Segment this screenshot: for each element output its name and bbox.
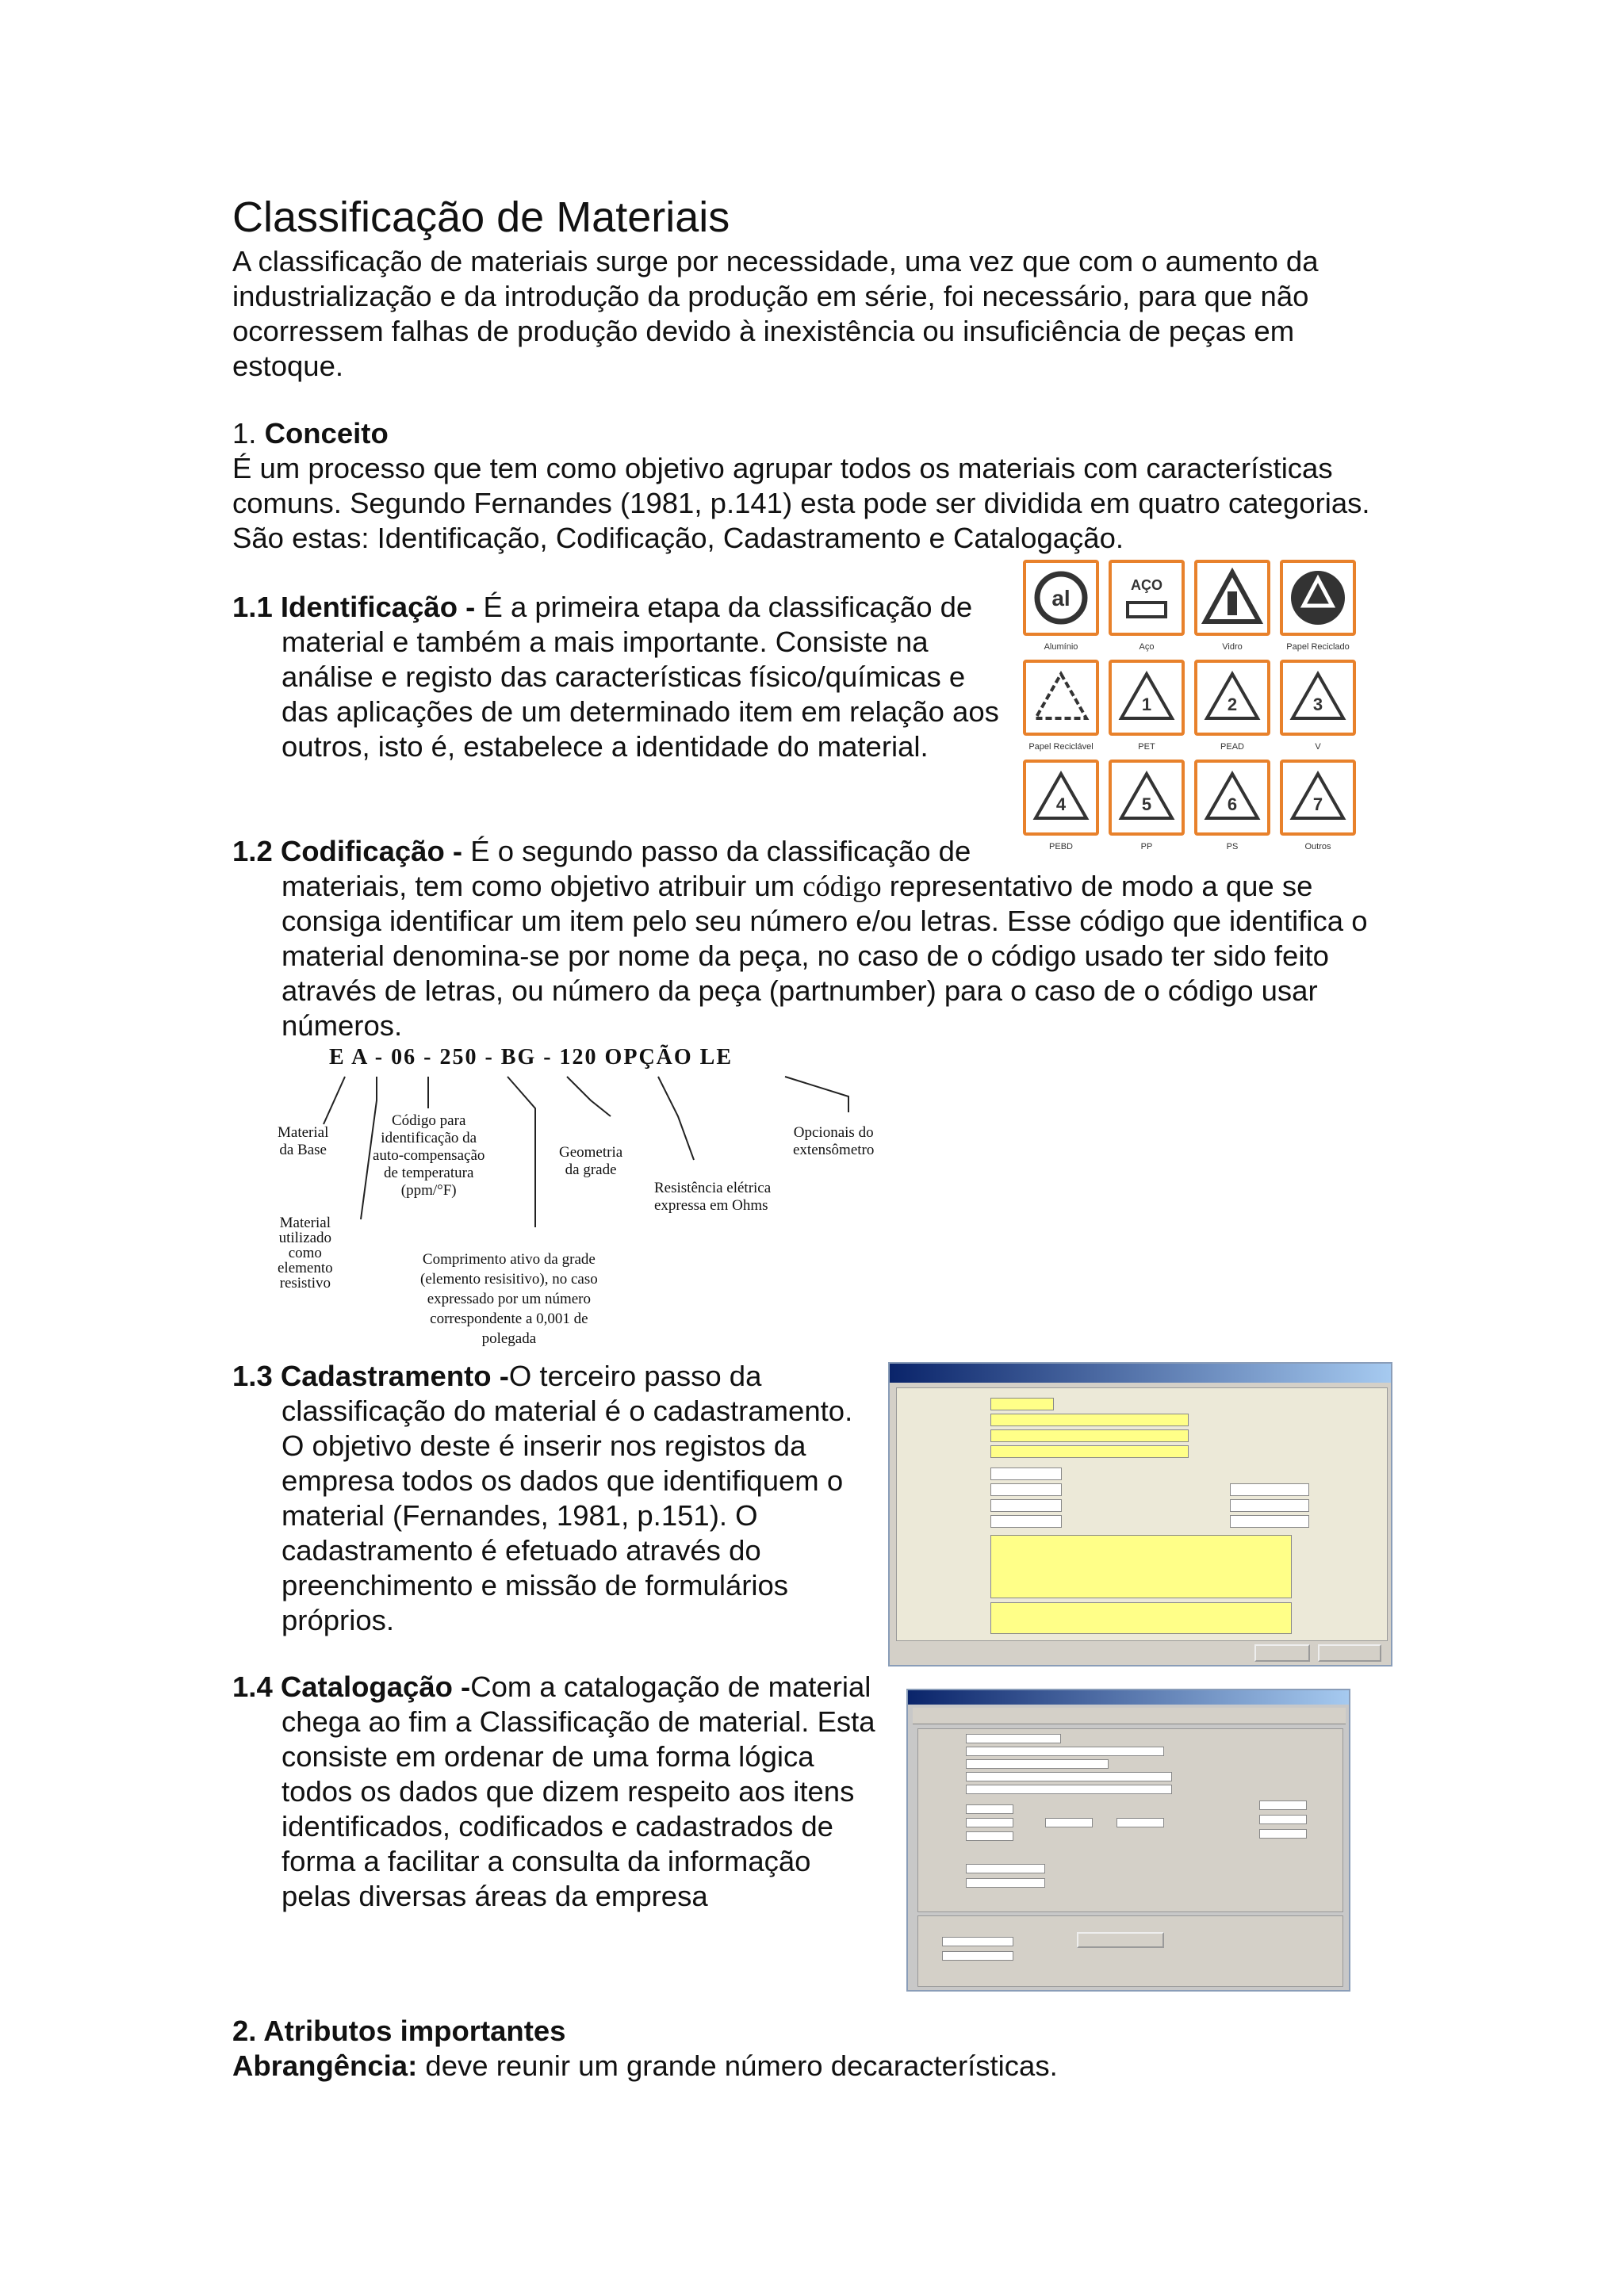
- diagram-label-line: polegada: [481, 1330, 537, 1347]
- diagram-label-line: da Base: [279, 1142, 327, 1158]
- recycling-symbol-icon: [1109, 560, 1185, 636]
- recycling-icon-label: PEAD: [1220, 742, 1244, 752]
- diagram-label-line: (elemento resisitivo), no caso: [420, 1271, 598, 1288]
- recycling-icon-label: Vidro: [1222, 642, 1243, 652]
- recycling-icon-cell: [1280, 560, 1356, 652]
- svg-text:5: 5: [1141, 794, 1152, 814]
- diagram-label-line: resistivo: [279, 1275, 331, 1292]
- recycling-symbol-icon: [1194, 560, 1270, 636]
- diagram-label-line: Material: [278, 1124, 329, 1141]
- recycling-icon-label: Papel Reciclado: [1286, 642, 1350, 652]
- svg-text:AÇO: AÇO: [1131, 577, 1162, 593]
- diagram-label-line: Opcionais do: [793, 1124, 874, 1141]
- svg-text:al: al: [1051, 586, 1071, 610]
- section-2-text: deve reunir um grande número decaracterísticas.: [425, 2049, 1058, 2082]
- recycling-icon-label: PS: [1226, 842, 1239, 851]
- section-1: [232, 416, 1406, 556]
- svg-text:7: 7: [1312, 794, 1323, 814]
- code-diagram: [278, 1045, 912, 1354]
- intro-paragraph: A classificação de materiais surge por necessidade, uma vez que com o aumento da industrialização e da introdução da produção em série, foi necessário, para que não ocorressem falhas de produção devido à inexistência ou insuficiência de peças em estoque.: [232, 245, 1319, 382]
- diagram-label-line: como: [288, 1245, 322, 1261]
- recycling-icon-label: Papel Reciclável: [1028, 742, 1094, 752]
- section-1-1-heading: 1.1 Identificação -: [232, 591, 476, 623]
- diagram-label-line: identificação da: [381, 1130, 477, 1146]
- svg-text:2: 2: [1227, 695, 1238, 714]
- recycling-symbol-icon: [1194, 760, 1270, 836]
- recycling-icon-label: Outros: [1304, 842, 1331, 851]
- section-1-4-heading: 1.4 Catalogação -: [232, 1670, 471, 1703]
- recycling-symbol-icon: [1023, 660, 1099, 736]
- section-1-2: [232, 834, 1406, 1043]
- label-material-base: [278, 1124, 328, 1159]
- diagram-label-line: Resistência elétrica: [654, 1180, 772, 1196]
- section-1-1: [232, 590, 1002, 764]
- cadastro-form-screenshot: [888, 1362, 1392, 1667]
- recycling-symbol-icon: [1280, 660, 1356, 736]
- recycling-icon-cell: [1023, 560, 1099, 652]
- diagram-label-line: (ppm/°F): [400, 1182, 457, 1199]
- svg-text:3: 3: [1312, 695, 1323, 714]
- label-material-utilizado: [278, 1215, 333, 1291]
- section-1-3-text: O terceiro passo da classificação do material é o cadastramento. O objetivo deste é inserir nos registos da empresa todos os dados que identifiquem o material (Fernandes, 1981, p.151). O cadastramento é efetuado através do preenchimento e missão de formulários próprios.: [282, 1360, 853, 1636]
- diagram-label-line: correspondente a 0,001 de: [430, 1311, 588, 1327]
- section-1-number: 1.: [232, 417, 257, 450]
- recycling-icon-label: V: [1315, 742, 1321, 752]
- recycling-icon-cell: [1109, 560, 1185, 652]
- recycling-symbol-icon: [1023, 760, 1099, 836]
- section-2-heading: 2. Atributos importantes: [232, 2015, 566, 2047]
- recycling-icon-label: Aço: [1139, 642, 1155, 652]
- form-cancel-button[interactable]: [1318, 1644, 1381, 1662]
- section-1-4: [232, 1670, 883, 1914]
- section-1-4-text: Com a catalogação de material chega ao fim a Classificação de material. Esta consiste em ordenar de uma forma lógica todos os dados que dizem respeito aos itens identificados, codificados e cadastrados de forma a facilitar a consulta da informação pelas diversas áreas da empresa: [282, 1670, 875, 1912]
- recycling-icon-cell: [1280, 660, 1356, 752]
- recycling-symbol-icon: [1280, 560, 1356, 636]
- label-comprimento: [420, 1249, 598, 1349]
- section-1-1-text: É a primeira etapa da classificação de material e também a mais importante. Consiste na análise e registo das características físico/químicas e das aplicações de um determinado item em relação aos outros, isto é, estabelece a identidade do material.: [282, 591, 999, 763]
- section-2-label: Abrangência:: [232, 2049, 418, 2082]
- diagram-label-line: Comprimento ativo da grade: [422, 1251, 596, 1268]
- recycling-symbol-icon: [1109, 660, 1185, 736]
- diagram-label-line: Material: [279, 1215, 331, 1231]
- section-2: [232, 2014, 1406, 2084]
- diagram-label-line: expressa em Ohms: [654, 1197, 768, 1214]
- code-string: E A - 06 - 250 - BG - 120 OPÇÃO LE: [329, 1045, 733, 1070]
- recycling-icon-cell: [1194, 560, 1270, 652]
- label-resistencia: [654, 1180, 771, 1215]
- diagram-label-line: utilizado: [278, 1230, 332, 1246]
- catalog-form-screenshot: [906, 1689, 1350, 1992]
- recycling-icon-label: Alumínio: [1044, 642, 1078, 652]
- recycling-icon-cell: [1194, 660, 1270, 752]
- section-1-2-text-b: materiais, tem como objetivo atribuir um: [282, 870, 795, 902]
- recycling-icon-cell: [1109, 660, 1185, 752]
- section-1-heading: Conceito: [264, 417, 389, 450]
- section-1-text: É um processo que tem como objetivo agrupar todos os materiais com características comuns. Segundo Fernandes (1981, p.141) esta pode ser dividida em quatro categorias. São estas: Identificação, Codificação, Cadastramento e Catalogação.: [232, 452, 1370, 554]
- svg-text:6: 6: [1227, 794, 1238, 814]
- page-title: Classificação de Materiais: [232, 193, 730, 241]
- section-1-3: [232, 1359, 883, 1638]
- recycling-symbol-icon: [1280, 760, 1356, 836]
- diagram-label-line: Geometria: [559, 1144, 623, 1161]
- recycling-symbol-icon: [1023, 560, 1099, 636]
- diagram-label-line: de temperatura: [383, 1165, 474, 1181]
- svg-text:1: 1: [1141, 695, 1152, 714]
- recycling-icon-label: PEBD: [1049, 842, 1073, 851]
- section-1-3-heading: 1.3 Cadastramento -: [232, 1360, 509, 1392]
- recycling-icon-label: PP: [1140, 842, 1153, 851]
- svg-text:4: 4: [1055, 794, 1067, 814]
- label-codigo-para: [373, 1112, 485, 1200]
- recycling-icon-label: PET: [1138, 742, 1155, 752]
- recycling-symbol-icon: [1109, 760, 1185, 836]
- section-1-2-heading: 1.2 Codificação -: [232, 835, 463, 867]
- diagram-label-line: auto-compensação: [373, 1147, 485, 1164]
- form-ok-button[interactable]: [1254, 1644, 1310, 1662]
- catalog-action-button[interactable]: [1077, 1932, 1164, 1948]
- label-opcionais: [793, 1124, 874, 1159]
- form-titlebar: [890, 1364, 1391, 1383]
- diagram-label-line: expressado por um número: [427, 1291, 592, 1307]
- recycling-icon-cell: [1023, 660, 1099, 752]
- diagram-label-line: extensômetro: [793, 1142, 875, 1158]
- label-geometria: [559, 1144, 622, 1179]
- section-1-2-code-word: código: [802, 870, 882, 902]
- section-1-2-text-a: É o segundo passo da classificação de: [470, 835, 971, 867]
- diagram-label-line: da grade: [565, 1161, 617, 1178]
- catalog-titlebar: [908, 1690, 1349, 1705]
- section-1-2-text-c: representativo de modo a que se consiga identificar um item pelo seu número e/ou letras. Esse código que identifica o material denomina-se por nome da peça, no caso de o código usado ter sido feito através de letras, ou número da peça (partnumber) para o caso de o código usar números.: [282, 870, 1368, 1042]
- diagram-label-line: elemento: [278, 1260, 333, 1276]
- recycling-symbol-icon: [1194, 660, 1270, 736]
- diagram-label-line: Código para: [391, 1112, 466, 1129]
